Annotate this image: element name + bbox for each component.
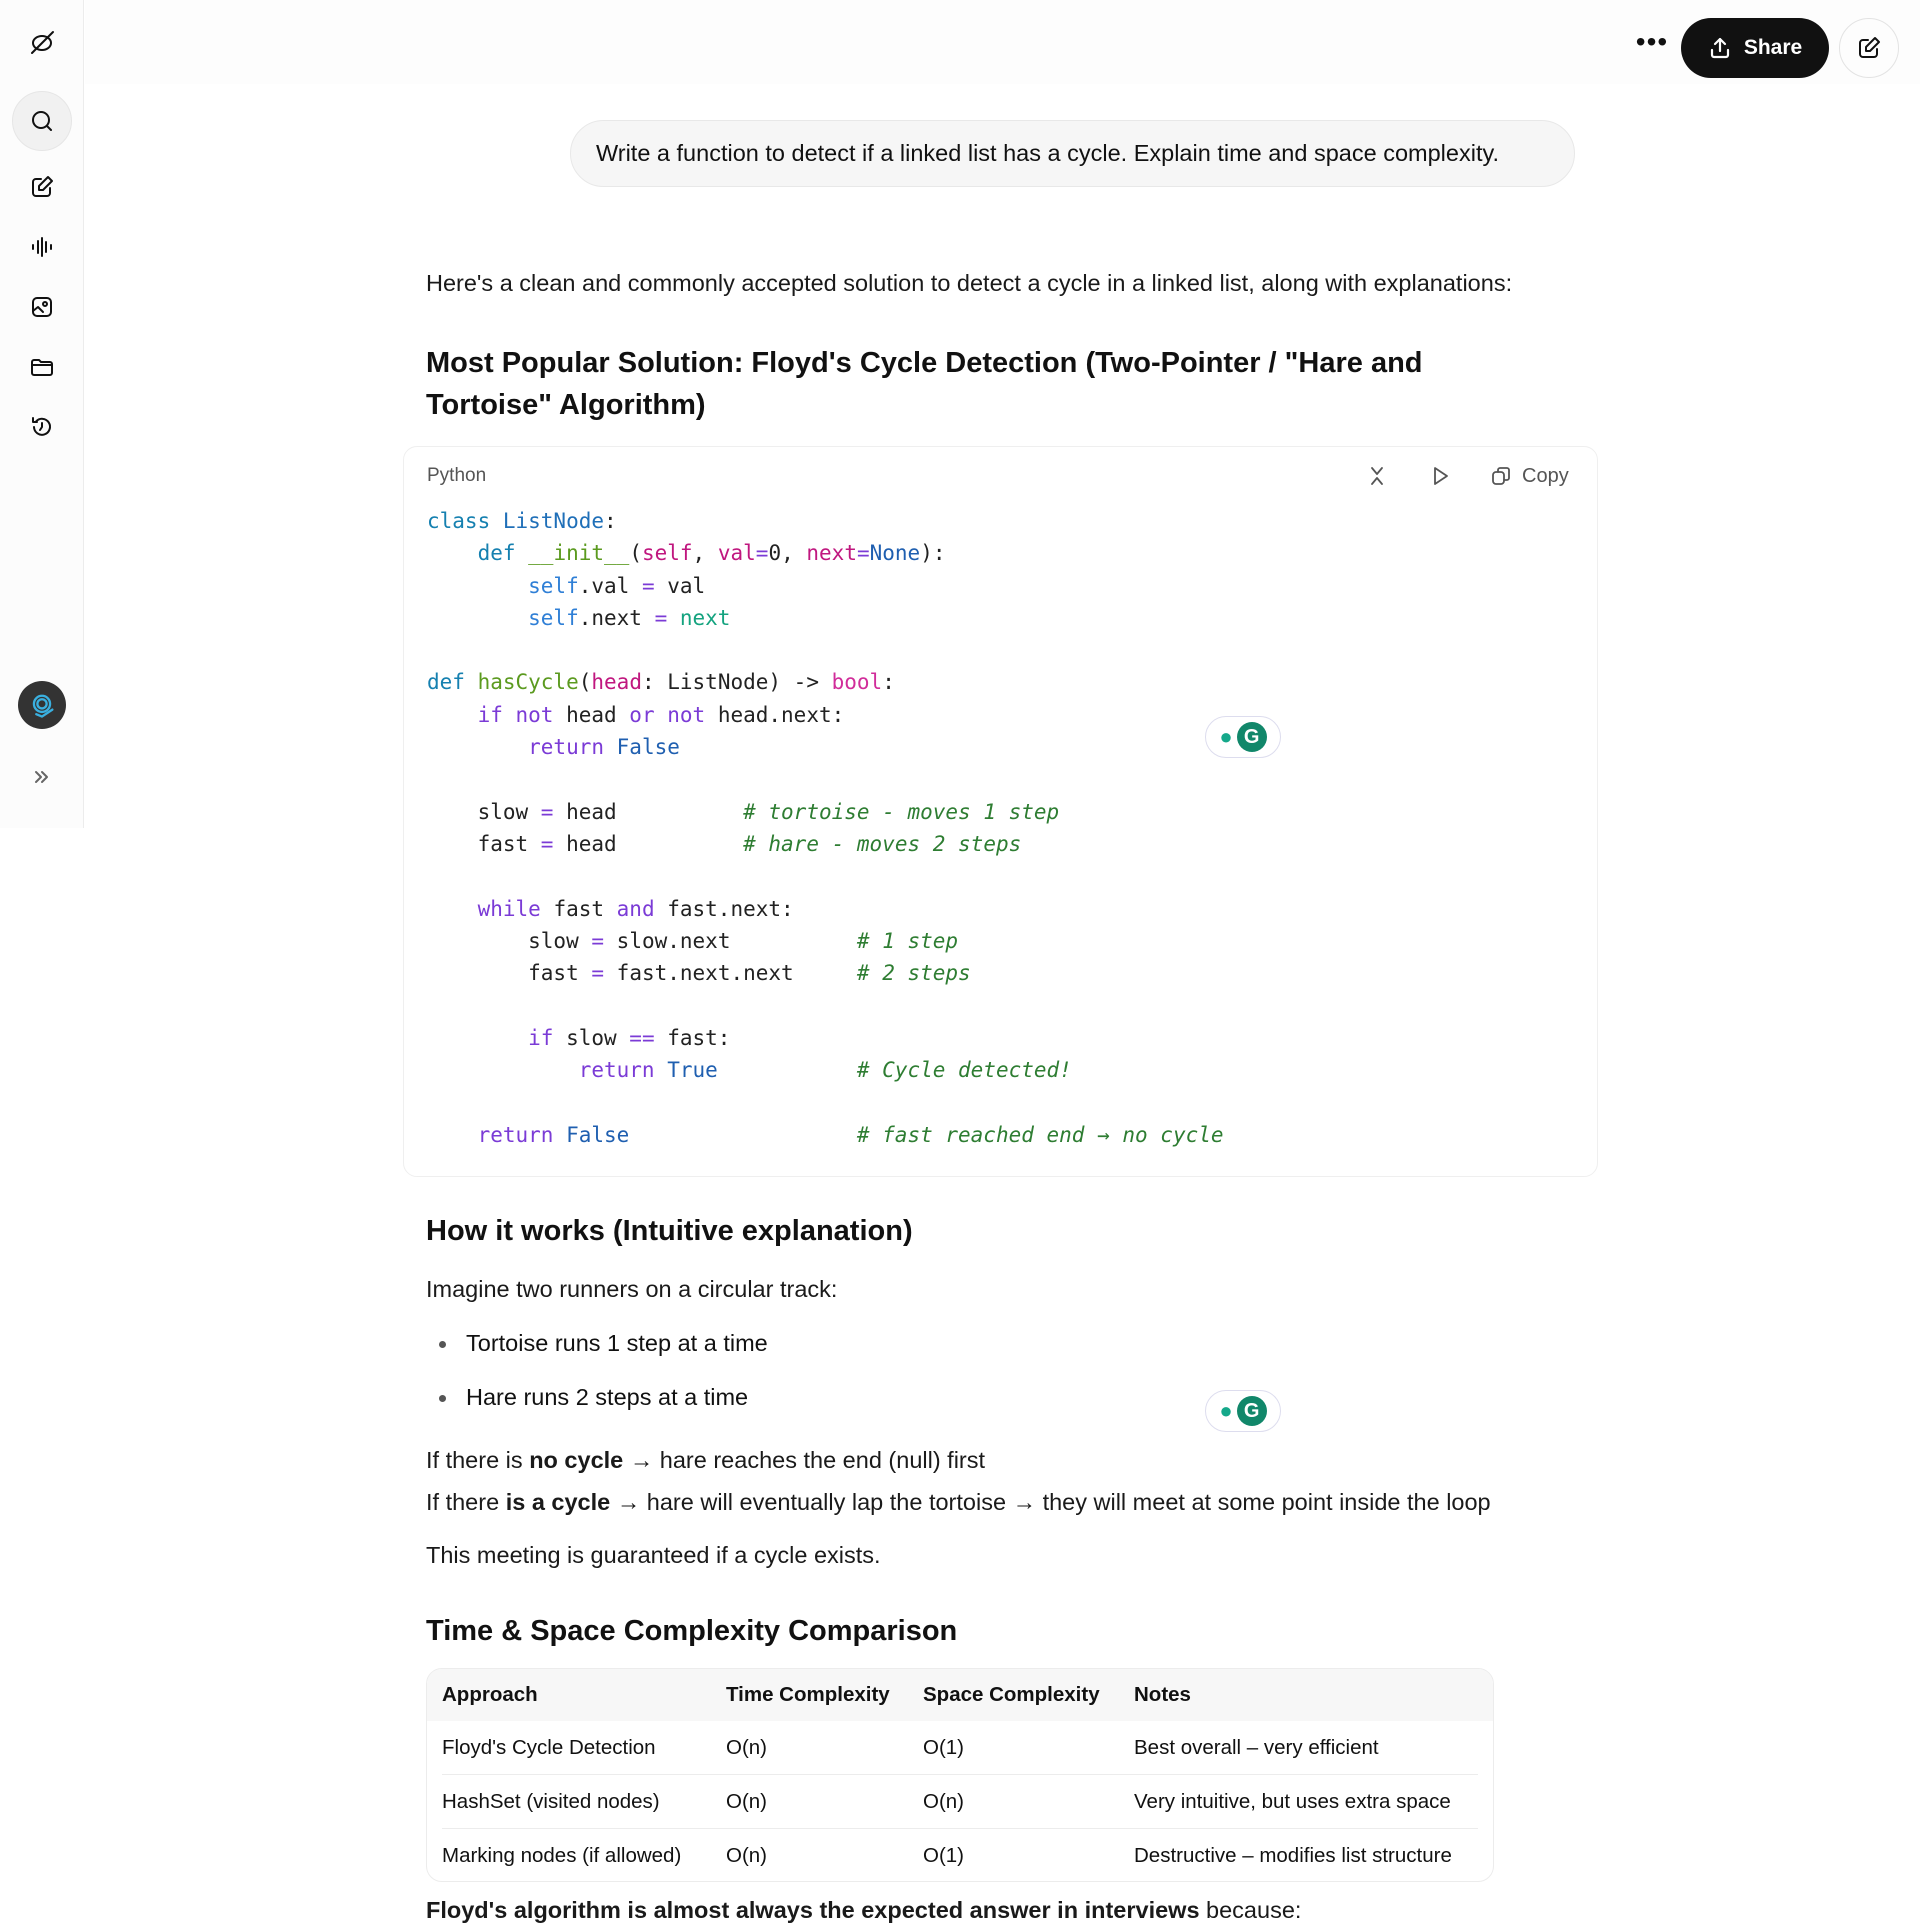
code-token: fast [427, 831, 541, 856]
code-token: # Cycle detected! [856, 1058, 1072, 1083]
code-token: fast: [654, 1025, 731, 1050]
code-token: fast.next: [667, 896, 794, 921]
code-line [427, 699, 1224, 731]
grammarly-icon: G [1237, 722, 1267, 752]
code-token: return [427, 1058, 668, 1083]
cell: O(n) [923, 1789, 964, 1813]
closing-text [426, 1897, 1301, 1924]
code-token: # hare - moves 2 steps [743, 831, 1022, 856]
bold-text: Floyd's algorithm is almost always the expected answer in interviews [426, 1897, 1200, 1923]
upload-icon [1708, 36, 1732, 60]
code-token: or not [629, 702, 718, 727]
code-token: False [566, 1122, 630, 1147]
text: If there is [426, 1447, 530, 1473]
grammarly-widget[interactable] [1205, 716, 1281, 758]
code-token: 0 [768, 541, 782, 566]
code-token: head [591, 670, 642, 695]
image-icon[interactable] [12, 277, 72, 337]
code-token [718, 1058, 857, 1082]
code-token: slow.next [604, 928, 857, 953]
code-token: .val [578, 573, 642, 598]
sidebar [0, 0, 84, 828]
code-line [427, 893, 1224, 925]
code-token: val [717, 541, 756, 566]
code-line [427, 602, 1224, 634]
code-line [427, 1119, 1224, 1151]
list-item: Tortoise runs 1 step at a time [426, 1322, 768, 1376]
code-token: ): [920, 541, 946, 566]
code-token [629, 1123, 857, 1147]
code-token: = [755, 541, 769, 566]
code-token: if not [427, 702, 567, 727]
code-token: fast [553, 896, 617, 921]
cycle-text [426, 1489, 1491, 1516]
code-line [427, 634, 1224, 666]
code-token: fast [427, 961, 592, 986]
code-token: head [566, 702, 630, 727]
search-icon[interactable] [12, 91, 72, 151]
code-token: return [427, 1122, 567, 1147]
intro-text: Here's a clean and commonly accepted solution to detect a cycle in a linked list, along with explanations: [426, 270, 1513, 296]
code-line [427, 1054, 1224, 1086]
code-line [427, 763, 1224, 795]
new-chat-icon[interactable] [12, 157, 72, 217]
code-token: self [427, 573, 579, 598]
copy-button[interactable] [1490, 459, 1569, 493]
code-token: and [616, 896, 668, 921]
code-token: = [856, 541, 870, 566]
cell: O(n) [726, 1735, 767, 1759]
code-token: , [692, 541, 718, 566]
code-language: Python [427, 465, 487, 486]
imagine-text: Imagine two runners on a circular track: [426, 1276, 838, 1302]
cell: Very intuitive, but uses extra space [1134, 1789, 1451, 1813]
code-line [427, 957, 1224, 989]
edit-icon [1856, 35, 1882, 61]
code-line [427, 925, 1224, 957]
table-row [442, 1829, 1478, 1882]
code-token: = [540, 831, 554, 856]
code-token: def [427, 541, 529, 566]
code-token: if [427, 1025, 567, 1050]
heading-how-it-works: How it works (Intuitive explanation) [426, 1215, 913, 1247]
code-token: self [427, 605, 579, 630]
code-line [427, 1086, 1224, 1118]
code-token: None [869, 541, 921, 566]
grammarly-widget[interactable] [1205, 1390, 1281, 1432]
cell: HashSet (visited nodes) [442, 1789, 660, 1813]
code-line [427, 828, 1224, 860]
code-line [427, 860, 1224, 892]
code-token: while [427, 896, 554, 921]
code-line [427, 731, 1224, 763]
cell: O(n) [726, 1844, 767, 1867]
code-token: = [641, 573, 655, 598]
code-token: = [540, 799, 554, 824]
no-cycle-text [426, 1447, 985, 1474]
table-header [427, 1669, 1493, 1721]
code-token: class [427, 509, 503, 533]
code-token: self [641, 541, 693, 566]
user-message: Write a function to detect if a linked list has a cycle. Explain time and space complexity. [570, 120, 1575, 187]
header-cell: Notes [1134, 1683, 1191, 1706]
grammarly-icon: G [1237, 1396, 1267, 1426]
expand-sidebar-icon[interactable] [12, 747, 72, 807]
code-token: slow [566, 1025, 630, 1050]
code-token: fast.next.next [604, 961, 857, 986]
header-cell: Space Complexity [923, 1683, 1100, 1706]
code-token: ( [629, 541, 642, 566]
code-content [427, 505, 1224, 1151]
code-token: , [781, 541, 807, 566]
cell: Destructive – modifies list structure [1134, 1844, 1452, 1867]
cell: O(1) [923, 1844, 964, 1867]
play-icon [1429, 465, 1451, 487]
code-token: = [591, 961, 605, 986]
code-token: bool [831, 670, 883, 695]
code-line [427, 1022, 1224, 1054]
history-icon[interactable] [12, 397, 72, 457]
avatar[interactable] [18, 681, 66, 729]
code-token: : ListNode) -> [641, 670, 832, 695]
code-token: True [667, 1058, 718, 1083]
share-button[interactable] [1681, 18, 1829, 78]
collapse-button[interactable] [1366, 459, 1388, 493]
voice-icon[interactable] [12, 217, 72, 277]
text: If there [426, 1489, 506, 1515]
table-row [442, 1721, 1478, 1775]
code-token: __init__ [528, 541, 630, 566]
bold-text: is a cycle [505, 1489, 611, 1515]
code-token: ( [578, 670, 592, 695]
text: because: [1199, 1897, 1302, 1923]
code-token: next [806, 541, 857, 566]
code-token: # 2 steps [856, 961, 971, 986]
heading-solution: Most Popular Solution: Floyd's Cycle Detection (Two-Pointer / "Hare and Tortoise" Algorithm) [426, 347, 1423, 421]
code-token: slow [427, 799, 541, 824]
cell: O(n) [726, 1789, 767, 1813]
copy-label: Copy [1522, 464, 1569, 487]
share-label: Share [1743, 36, 1803, 59]
copy-icon [1490, 465, 1512, 487]
code-token: = [654, 605, 668, 630]
code-token: hasCycle [477, 670, 579, 695]
code-token: # fast reached end → no cycle [856, 1122, 1224, 1147]
code-block [403, 446, 1598, 1177]
code-line [427, 537, 1224, 569]
header-cell: Approach [442, 1683, 538, 1706]
code-line [427, 505, 1224, 537]
code-token: def [427, 670, 478, 695]
run-button[interactable] [1429, 459, 1451, 493]
cell: Floyd's Cycle Detection [442, 1735, 656, 1759]
list-item: Hare runs 2 steps at a time [426, 1376, 768, 1430]
code-line [427, 796, 1224, 828]
code-token: False [616, 735, 680, 760]
code-token: : [882, 670, 895, 695]
edit-button[interactable] [1839, 18, 1899, 78]
code-token: head.next: [717, 702, 845, 727]
header-cell: Time Complexity [726, 1683, 890, 1706]
code-token: head [553, 831, 744, 856]
collapse-icon [1366, 465, 1388, 487]
code-token: .next [578, 605, 655, 630]
code-token: ListNode [502, 509, 605, 533]
code-line [427, 570, 1224, 602]
code-token: = [591, 928, 605, 953]
cell: Best overall – very efficient [1134, 1735, 1379, 1759]
runner-list [426, 1322, 768, 1430]
code-token: head [553, 799, 744, 824]
heading-complexity: Time & Space Complexity Comparison [426, 1615, 958, 1647]
bold-text: no cycle [529, 1447, 624, 1473]
code-token: return [427, 735, 617, 760]
code-token: == [629, 1025, 655, 1050]
lightbulb-icon: ● [1219, 724, 1233, 749]
code-token: slow [427, 928, 592, 953]
table-row [442, 1775, 1478, 1829]
text: → hare will eventually lap the tortoise → they will meet at some point inside the loop [610, 1489, 1491, 1515]
text: → hare reaches the end (null) first [623, 1447, 986, 1473]
code-line [427, 666, 1224, 698]
lightbulb-icon: ● [1219, 1398, 1233, 1423]
folder-icon[interactable] [12, 337, 72, 397]
complexity-table [426, 1668, 1494, 1882]
code-token: : [604, 509, 617, 533]
more-options-button[interactable]: ••• [1635, 26, 1669, 57]
code-line [427, 989, 1224, 1021]
code-token: # 1 step [856, 928, 959, 953]
code-token: next [667, 605, 731, 630]
cell: Marking nodes (if allowed) [442, 1844, 682, 1867]
logo-icon[interactable] [12, 12, 72, 72]
code-token: val [654, 573, 706, 598]
cell: O(1) [923, 1735, 964, 1759]
guarantee-text: This meeting is guaranteed if a cycle exists. [426, 1542, 881, 1568]
code-token: # tortoise - moves 1 step [743, 799, 1060, 824]
